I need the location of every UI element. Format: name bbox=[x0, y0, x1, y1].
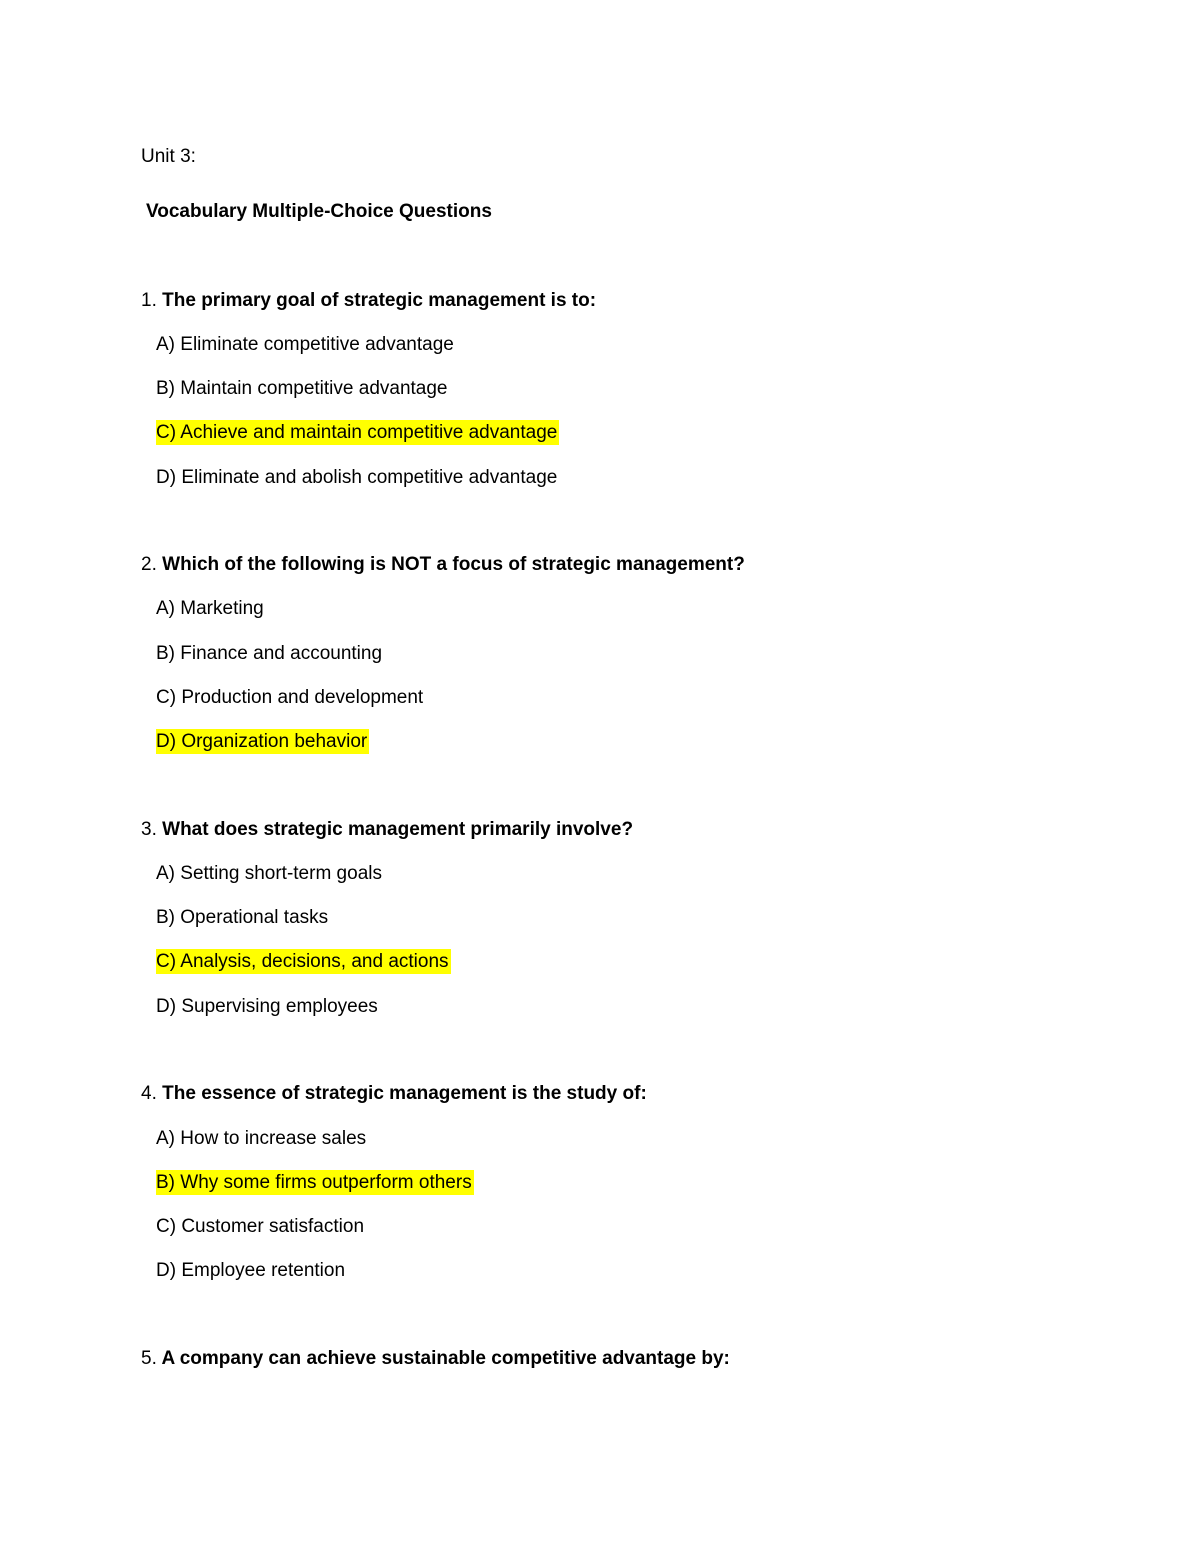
highlighted-answer: D) Organization behavior bbox=[156, 731, 368, 752]
option-3c bbox=[156, 950, 451, 974]
option-text: A) Setting short-term goals bbox=[156, 863, 382, 884]
option-text: C) Production and development bbox=[156, 687, 424, 708]
option-text: D) Eliminate and abolish competitive advantage bbox=[156, 467, 558, 488]
option-4b bbox=[156, 1171, 474, 1195]
question-text: The essence of strategic management is the study of: bbox=[162, 1083, 647, 1104]
highlighted-answer: B) Why some firms outperform others bbox=[156, 1172, 472, 1193]
option-text: D) Employee retention bbox=[156, 1260, 346, 1281]
question-text: The primary goal of strategic management is to: bbox=[162, 290, 597, 311]
option-text: C) Customer satisfaction bbox=[156, 1216, 365, 1237]
question-3 bbox=[141, 818, 633, 842]
question-number: 4. bbox=[141, 1083, 157, 1104]
option-2d bbox=[156, 730, 369, 754]
option-2c bbox=[156, 686, 423, 710]
highlighted-answer: C) Analysis, decisions, and actions bbox=[156, 951, 449, 972]
document-title: Vocabulary Multiple-Choice Questions bbox=[146, 201, 492, 222]
question-text: What does strategic management primarily involve? bbox=[162, 819, 634, 840]
question-2 bbox=[141, 553, 745, 577]
option-text: B) Maintain competitive advantage bbox=[156, 378, 448, 399]
option-text: A) Marketing bbox=[156, 598, 264, 619]
option-1d bbox=[156, 466, 557, 490]
question-text: A company can achieve sustainable competitive advantage by: bbox=[161, 1348, 730, 1369]
option-4d bbox=[156, 1259, 345, 1283]
option-1a bbox=[156, 333, 454, 357]
question-text: Which of the following is NOT a focus of strategic management? bbox=[162, 554, 745, 575]
option-text: A) How to increase sales bbox=[156, 1128, 367, 1149]
option-text: B) Finance and accounting bbox=[156, 643, 383, 664]
question-number: 2. bbox=[141, 554, 157, 575]
question-number: 3. bbox=[141, 819, 157, 840]
option-text: A) Eliminate competitive advantage bbox=[156, 334, 454, 355]
option-text: D) Supervising employees bbox=[156, 996, 378, 1017]
question-5 bbox=[141, 1347, 730, 1371]
unit-label: Unit 3: bbox=[141, 146, 196, 167]
option-3a bbox=[156, 862, 382, 886]
option-text: B) Operational tasks bbox=[156, 907, 329, 928]
question-number: 5. bbox=[141, 1348, 157, 1369]
highlighted-answer: C) Achieve and maintain competitive advantage bbox=[156, 422, 558, 443]
option-2a bbox=[156, 597, 264, 621]
question-4 bbox=[141, 1082, 647, 1106]
option-1b bbox=[156, 377, 448, 401]
option-3b bbox=[156, 906, 328, 930]
option-3d bbox=[156, 995, 378, 1019]
option-1c bbox=[156, 421, 559, 445]
question-1 bbox=[141, 289, 596, 313]
option-2b bbox=[156, 642, 382, 666]
option-4a bbox=[156, 1127, 366, 1151]
question-number: 1. bbox=[141, 290, 157, 311]
option-4c bbox=[156, 1215, 364, 1239]
